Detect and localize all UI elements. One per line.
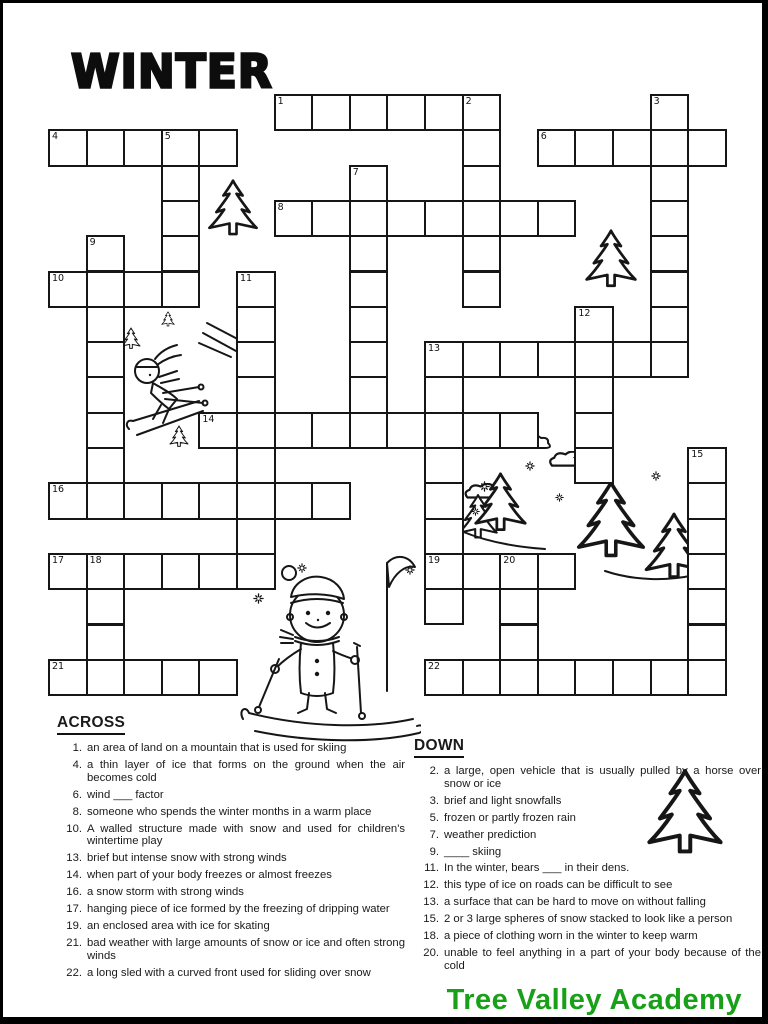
grid-cell[interactable] (311, 200, 351, 237)
grid-cell[interactable] (86, 588, 126, 625)
grid-cell[interactable] (462, 412, 502, 449)
grid-cell[interactable] (650, 165, 690, 202)
worksheet-title: WINTER (71, 45, 273, 100)
grid-cell[interactable] (86, 341, 126, 378)
clue-item (57, 967, 407, 980)
grid-cell[interactable] (386, 200, 426, 237)
grid-cell[interactable] (236, 518, 276, 555)
cell-number: 8 (277, 201, 284, 213)
grid-cell[interactable] (499, 588, 539, 625)
grid-cell[interactable] (462, 200, 502, 237)
clue-number: 14. (66, 869, 82, 882)
grid-cell[interactable] (236, 306, 276, 343)
clue-number: 11. (424, 862, 439, 875)
grid-cell[interactable] (537, 341, 577, 378)
grid-cell[interactable] (349, 412, 389, 449)
grid-cell[interactable] (48, 659, 88, 696)
grid-cell[interactable] (650, 200, 690, 237)
clue-number: 3. (429, 794, 439, 807)
grid-cell[interactable] (274, 200, 314, 237)
grid-cell[interactable] (424, 588, 464, 625)
grid-cell[interactable] (86, 412, 126, 449)
down-clue-list (414, 765, 763, 973)
cell-number: 19 (428, 554, 441, 566)
grid-cell[interactable] (424, 200, 464, 237)
grid-cell[interactable] (86, 306, 126, 343)
grid-cell[interactable] (236, 412, 276, 449)
grid-cell[interactable] (86, 271, 126, 308)
pine-tree-icon (583, 228, 639, 293)
grid-cell[interactable] (537, 659, 577, 696)
grid-cell[interactable] (161, 659, 201, 696)
clue-item (57, 852, 407, 865)
clue-number: 15. (423, 913, 439, 926)
grid-cell[interactable] (349, 376, 389, 413)
clue-text: a surface that can be hard to move on without falling (444, 896, 706, 909)
grid-cell[interactable] (236, 341, 276, 378)
grid-cell[interactable] (86, 376, 126, 413)
clue-text: a snow storm with strong winds (87, 886, 244, 899)
cell-number: 14 (202, 413, 215, 425)
clue-text: a large, open vehicle that is usually pulled by a horse over snow or ice (444, 765, 761, 790)
clue-text: brief but intense snow with strong winds (87, 852, 287, 865)
grid-cell[interactable] (311, 94, 351, 131)
clue-item (57, 806, 407, 819)
clue-item (414, 930, 763, 943)
clue-number: 13. (66, 852, 82, 865)
clue-text: unable to feel anything in a part of your body because of the cold (444, 946, 761, 972)
cell-number: 4 (52, 131, 59, 143)
cell-number: 21 (52, 660, 65, 672)
grid-cell[interactable] (48, 271, 88, 308)
clue-item (57, 903, 407, 916)
grid-cell[interactable] (424, 518, 464, 555)
clue-text: frozen or partly frozen rain (444, 811, 576, 824)
clue-text: an enclosed area with ice for skating (87, 919, 270, 932)
grid-cell[interactable] (687, 129, 727, 166)
grid-cell[interactable] (612, 659, 652, 696)
grid-cell[interactable] (574, 447, 614, 484)
grid-cell[interactable] (274, 94, 314, 131)
grid-cell[interactable] (424, 553, 464, 590)
grid-cell[interactable] (462, 553, 502, 590)
grid-cell[interactable] (650, 306, 690, 343)
clue-item (414, 947, 763, 973)
down-header: DOWN (414, 737, 464, 758)
clue-item (57, 886, 407, 899)
grid-cell[interactable] (349, 341, 389, 378)
cell-number: 9 (89, 237, 96, 249)
grid-cell[interactable] (349, 94, 389, 131)
down-section (414, 737, 763, 977)
grid-cell[interactable] (161, 200, 201, 237)
grid-cell[interactable] (424, 659, 464, 696)
grid-cell[interactable] (499, 200, 539, 237)
cell-number: 17 (52, 554, 65, 566)
grid-cell[interactable] (462, 271, 502, 308)
clue-number: 16. (66, 886, 82, 899)
clue-item (414, 879, 763, 892)
clue-text: a thin layer of ice that forms on the ground when the air becomes cold (87, 758, 405, 784)
cell-number: 15 (691, 449, 704, 460)
grid-cell[interactable] (86, 482, 126, 519)
grid-cell[interactable] (386, 412, 426, 449)
clue-item (57, 742, 407, 755)
grid-cell[interactable] (687, 518, 727, 555)
clue-item (57, 869, 407, 882)
grid-cell[interactable] (48, 129, 88, 166)
clue-number: 20. (423, 946, 439, 959)
grid-cell[interactable] (386, 94, 426, 131)
grid-cell[interactable] (574, 376, 614, 413)
grid-cell[interactable] (424, 94, 464, 131)
grid-cell[interactable] (650, 659, 690, 696)
clue-text: 2 or 3 large spheres of snow stacked to look like a person (444, 913, 733, 926)
grid-cell[interactable] (612, 341, 652, 378)
grid-cell[interactable] (650, 129, 690, 166)
grid-cell[interactable] (424, 447, 464, 484)
brand-logo-text: Tree Valley Academy (446, 984, 742, 1016)
grid-cell[interactable] (311, 412, 351, 449)
cell-number: 10 (52, 272, 65, 284)
clue-item (414, 765, 763, 791)
clue-text: weather prediction (444, 828, 537, 841)
clue-text: hanging piece of ice formed by the freezing of dripping water (87, 903, 390, 916)
clue-number: 17. (66, 903, 82, 916)
grid-cell[interactable] (48, 482, 88, 519)
grid-cell[interactable] (499, 553, 539, 590)
grid-cell[interactable] (86, 235, 126, 272)
grid-cell[interactable] (574, 129, 614, 166)
clue-text: bad weather with large amounts of snow or ice and often strong winds (87, 936, 405, 962)
grid-cell[interactable] (198, 659, 238, 696)
clue-item (414, 896, 763, 909)
across-section (57, 714, 407, 984)
grid-cell[interactable] (236, 482, 276, 519)
grid-cell[interactable] (123, 271, 163, 308)
cell-number: 2 (465, 96, 472, 107)
clue-number: 19. (66, 919, 82, 932)
clue-item (414, 812, 763, 825)
clue-text: a piece of clothing worn in the winter to keep warm (444, 930, 698, 943)
grid-cell[interactable] (462, 341, 502, 378)
clue-item (57, 920, 407, 933)
grid-cell[interactable] (537, 129, 577, 166)
cell-number: 18 (89, 554, 102, 566)
grid-cell[interactable] (462, 129, 502, 166)
grid-cell[interactable] (161, 482, 201, 519)
clue-item (57, 789, 407, 802)
cell-number: 20 (503, 554, 516, 566)
grid-cell[interactable] (687, 624, 727, 661)
grid-cell[interactable] (687, 588, 727, 625)
clue-text: this type of ice on roads can be difficult to see (444, 879, 673, 892)
clue-number: 10. (66, 822, 82, 835)
clue-number: 18. (423, 930, 439, 943)
grid-cell[interactable] (499, 341, 539, 378)
grid-cell[interactable] (537, 553, 577, 590)
grid-cell[interactable] (161, 165, 201, 202)
clue-text: A walled structure made with snow and used for children's wintertime play (87, 822, 405, 848)
grid-cell[interactable] (574, 341, 614, 378)
grid-cell[interactable] (198, 412, 238, 449)
grid-cell[interactable] (86, 659, 126, 696)
across-header: ACROSS (57, 714, 125, 735)
clue-text: when part of your body freezes or almost freezes (87, 869, 332, 882)
grid-cell[interactable] (650, 341, 690, 378)
clue-item (414, 913, 763, 926)
clue-text: wind ___ factor (87, 788, 164, 801)
clue-number: 4. (72, 758, 82, 771)
clue-text: a long sled with a curved front used for sliding over snow (87, 966, 371, 979)
clue-text: an area of land on a mountain that is used for skiing (87, 742, 347, 754)
grid-cell[interactable] (424, 482, 464, 519)
grid-cell[interactable] (349, 200, 389, 237)
grid-cell[interactable] (86, 129, 126, 166)
cell-number: 13 (428, 343, 441, 355)
clue-text: someone who spends the winter months in a warm place (87, 805, 372, 818)
grid-cell[interactable] (349, 306, 389, 343)
clue-number: 5. (429, 811, 439, 824)
grid-cell[interactable] (424, 376, 464, 413)
grid-cell[interactable] (236, 447, 276, 484)
grid-cell[interactable] (123, 659, 163, 696)
grid-cell[interactable] (687, 553, 727, 590)
grid-cell[interactable] (86, 553, 126, 590)
clue-item (57, 759, 407, 785)
grid-cell[interactable] (274, 412, 314, 449)
grid-cell[interactable] (574, 659, 614, 696)
grid-cell[interactable] (349, 235, 389, 272)
grid-cell[interactable] (499, 659, 539, 696)
pine-tree-icon (206, 178, 260, 241)
clue-number: 22. (66, 966, 82, 979)
grid-cell[interactable] (499, 624, 539, 661)
cell-number: 16 (52, 484, 65, 496)
grid-cell[interactable] (537, 200, 577, 237)
grid-cell[interactable] (650, 94, 690, 131)
clue-item (414, 846, 763, 859)
across-clue-list (57, 742, 407, 980)
grid-cell[interactable] (424, 412, 464, 449)
clue-number: 21. (66, 936, 82, 949)
grid-cell[interactable] (198, 553, 238, 590)
clue-number: 13. (423, 896, 439, 909)
cell-number: 5 (164, 131, 171, 143)
pennant-flag-icon (387, 557, 415, 691)
grid-cell[interactable] (650, 271, 690, 308)
clue-number: 12. (423, 879, 439, 892)
clue-item (414, 829, 763, 842)
clue-item (414, 795, 763, 808)
grid-cell[interactable] (612, 129, 652, 166)
clue-number: 1. (72, 742, 82, 754)
grid-cell[interactable] (236, 553, 276, 590)
grid-cell[interactable] (198, 129, 238, 166)
grid-cell[interactable] (161, 271, 201, 308)
grid-cell[interactable] (574, 306, 614, 343)
grid-cell[interactable] (86, 624, 126, 661)
grid-cell[interactable] (462, 659, 502, 696)
grid-cell[interactable] (123, 129, 163, 166)
clue-text: brief and light snowfalls (444, 794, 562, 807)
grid-cell[interactable] (161, 129, 201, 166)
grid-cell[interactable] (462, 235, 502, 272)
clue-text: ____ skiing (444, 845, 502, 858)
grid-cell[interactable] (650, 235, 690, 272)
grid-cell[interactable] (161, 553, 201, 590)
grid-cell[interactable] (161, 235, 201, 272)
grid-cell[interactable] (687, 447, 727, 484)
clue-item (414, 862, 763, 875)
cell-number: 12 (578, 307, 591, 319)
cell-number: 7 (352, 166, 359, 178)
grid-cell[interactable] (687, 482, 727, 519)
cell-number: 11 (240, 272, 253, 284)
grid-cell[interactable] (236, 376, 276, 413)
grid-cell[interactable] (86, 447, 126, 484)
cell-number: 1 (277, 96, 284, 107)
grid-cell[interactable] (574, 412, 614, 449)
clue-number: 9. (429, 845, 439, 858)
grid-cell[interactable] (274, 482, 314, 519)
grid-cell[interactable] (462, 165, 502, 202)
grid-cell[interactable] (311, 482, 351, 519)
grid-cell[interactable] (462, 94, 502, 131)
grid-cell[interactable] (687, 659, 727, 696)
clue-text: In the winter, bears ___ in their dens. (444, 862, 630, 875)
grid-cell[interactable] (123, 553, 163, 590)
grid-cell[interactable] (349, 165, 389, 202)
grid-cell[interactable] (349, 271, 389, 308)
grid-cell[interactable] (48, 553, 88, 590)
clue-number: 6. (72, 788, 82, 801)
grid-cell[interactable] (198, 482, 238, 519)
grid-cell[interactable] (123, 482, 163, 519)
grid-cell[interactable] (236, 271, 276, 308)
grid-cell[interactable] (499, 412, 539, 449)
clue-number: 8. (72, 805, 82, 818)
clue-number: 2. (429, 765, 439, 777)
cell-number: 3 (653, 96, 660, 107)
clue-number: 7. (429, 828, 439, 841)
cell-number: 6 (540, 131, 547, 143)
clue-item (57, 823, 407, 849)
clue-item (57, 937, 407, 963)
grid-cell[interactable] (424, 341, 464, 378)
cell-number: 22 (428, 660, 441, 672)
